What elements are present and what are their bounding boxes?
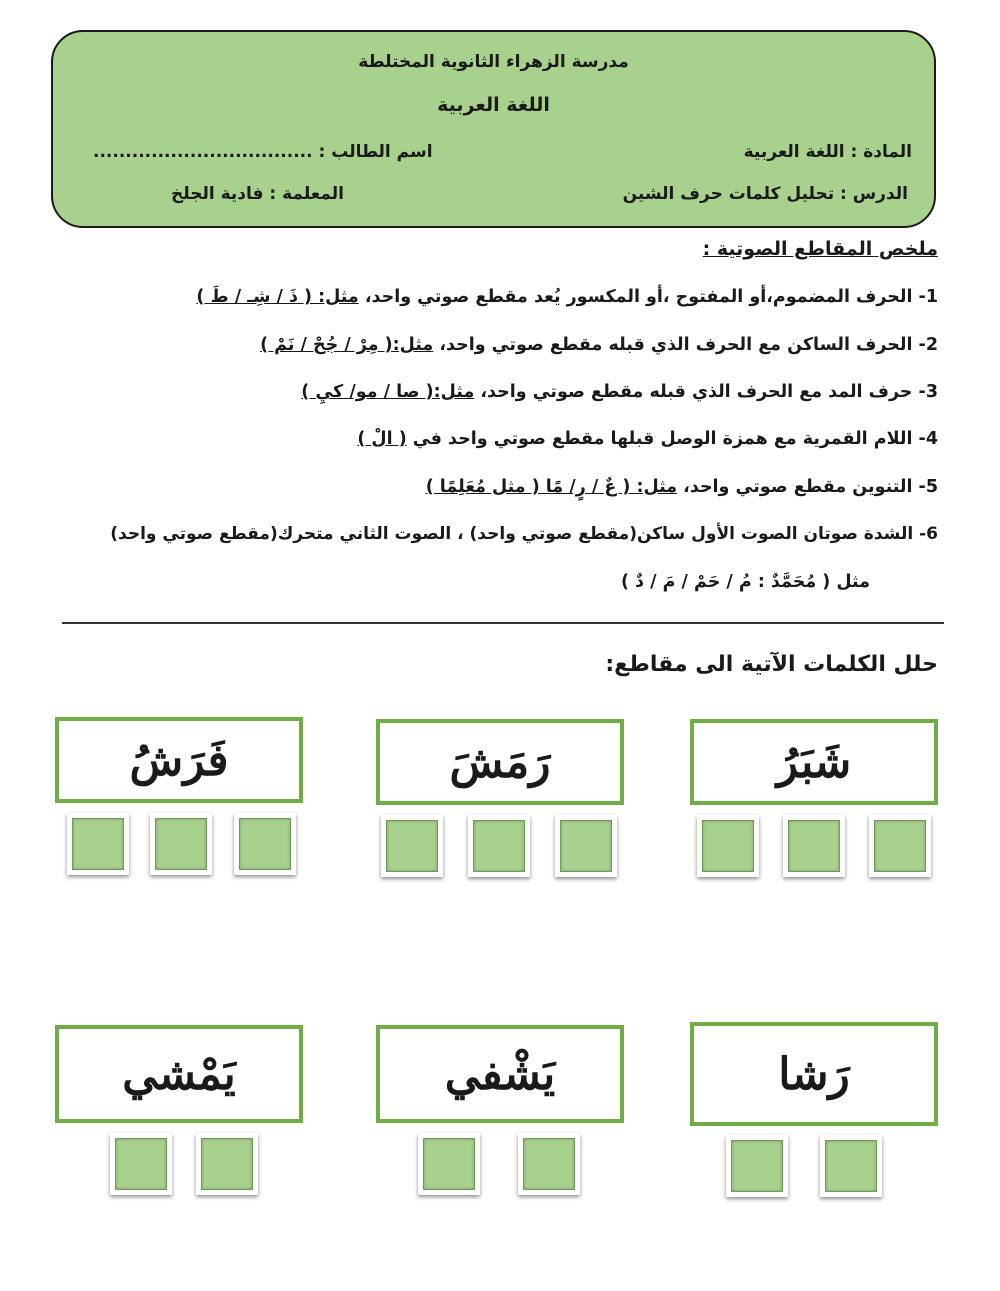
summary-title <box>703 238 938 260</box>
rule-text: 1- الحرف المضموم،أو المفتوح ،أو المكسور يُعد مقطع صوتي واحد، <box>358 287 938 307</box>
header-card <box>51 30 936 228</box>
syllable-box[interactable] <box>697 815 759 877</box>
word-card: رَمَشَ <box>376 719 624 805</box>
subject-line: المادة : اللغة العربية <box>743 142 912 162</box>
rule-6 <box>110 524 938 544</box>
syllable-box[interactable] <box>110 1133 172 1195</box>
syllable-box[interactable] <box>67 813 129 875</box>
rule-example: مثل: ( ذَ / شِـ / طَ ) <box>196 287 359 307</box>
rule-1 <box>196 287 938 307</box>
summary-title-text: ملخص المقاطع الصوتية : <box>702 238 938 260</box>
rule-example: مثل:( صا / مو/ كيِ ) <box>301 382 475 402</box>
lesson-line: الدرس : تحليل كلمات حرف الشين <box>622 184 908 204</box>
rule-6-example: مثل ( مُحَمَّدٌ : مُ / حَمْ / مَ / دٌ ) <box>620 572 870 592</box>
word-card: رَشا <box>690 1022 938 1126</box>
syllable-box[interactable] <box>150 813 212 875</box>
syllable-box[interactable] <box>381 815 443 877</box>
task-title: حلل الكلمات الآتية الى مقاطع: <box>605 652 938 677</box>
rule-5 <box>426 477 938 497</box>
rule-3 <box>301 382 938 402</box>
syllable-box[interactable] <box>555 815 617 877</box>
syllable-box[interactable] <box>518 1133 580 1195</box>
word-card: يَمْشي <box>55 1025 303 1123</box>
rule-2 <box>260 335 938 355</box>
rule-example: ( الْ ) <box>357 429 407 449</box>
syllable-box[interactable] <box>418 1133 480 1195</box>
word-card: شَبَرُ <box>690 719 938 805</box>
student-name-line: اسم الطالب : .................................. <box>93 142 433 162</box>
teacher-line: المعلمة : فادية الجلخ <box>171 184 344 204</box>
rule-example: مثل: ( عٌ / رٍ/ مًا ( مثل مُعَلِمًا ) <box>425 477 678 497</box>
rule-text: 2- الحرف الساكن مع الحرف الذي قبله مقطع صوتي واحد، <box>433 335 938 355</box>
syllable-box[interactable] <box>869 815 931 877</box>
rule-text: 5- التنوين مقطع صوتي واحد، <box>677 477 938 497</box>
section-divider <box>62 622 944 624</box>
word-card: فَرَشُ <box>55 717 303 803</box>
school-name: مدرسة الزهراء الثانوية المختلطة <box>358 52 629 72</box>
syllable-box[interactable] <box>234 813 296 875</box>
syllable-box[interactable] <box>468 815 530 877</box>
syllable-box[interactable] <box>196 1133 258 1195</box>
rule-text: 6- الشدة صوتان الصوت الأول ساكن(مقطع صوتي واحد) ، الصوت الثاني متحرك(مقطع صوتي واحد) <box>110 524 938 544</box>
rule-4 <box>357 429 938 449</box>
rule-text: 4- اللام القمرية مع همزة الوصل قبلها مقطع صوتي واحد في <box>406 429 938 449</box>
syllable-box[interactable] <box>783 815 845 877</box>
subject-title: اللغة العربية <box>437 94 550 116</box>
syllable-box[interactable] <box>820 1135 882 1197</box>
rule-text: 3- حرف المد مع الحرف الذي قبله مقطع صوتي واحد، <box>474 382 938 402</box>
rule-example: مثل:( مِرْ / جُحْ / نَمْ ) <box>260 335 434 355</box>
syllable-box[interactable] <box>726 1135 788 1197</box>
word-card: يَشْفي <box>376 1025 624 1123</box>
